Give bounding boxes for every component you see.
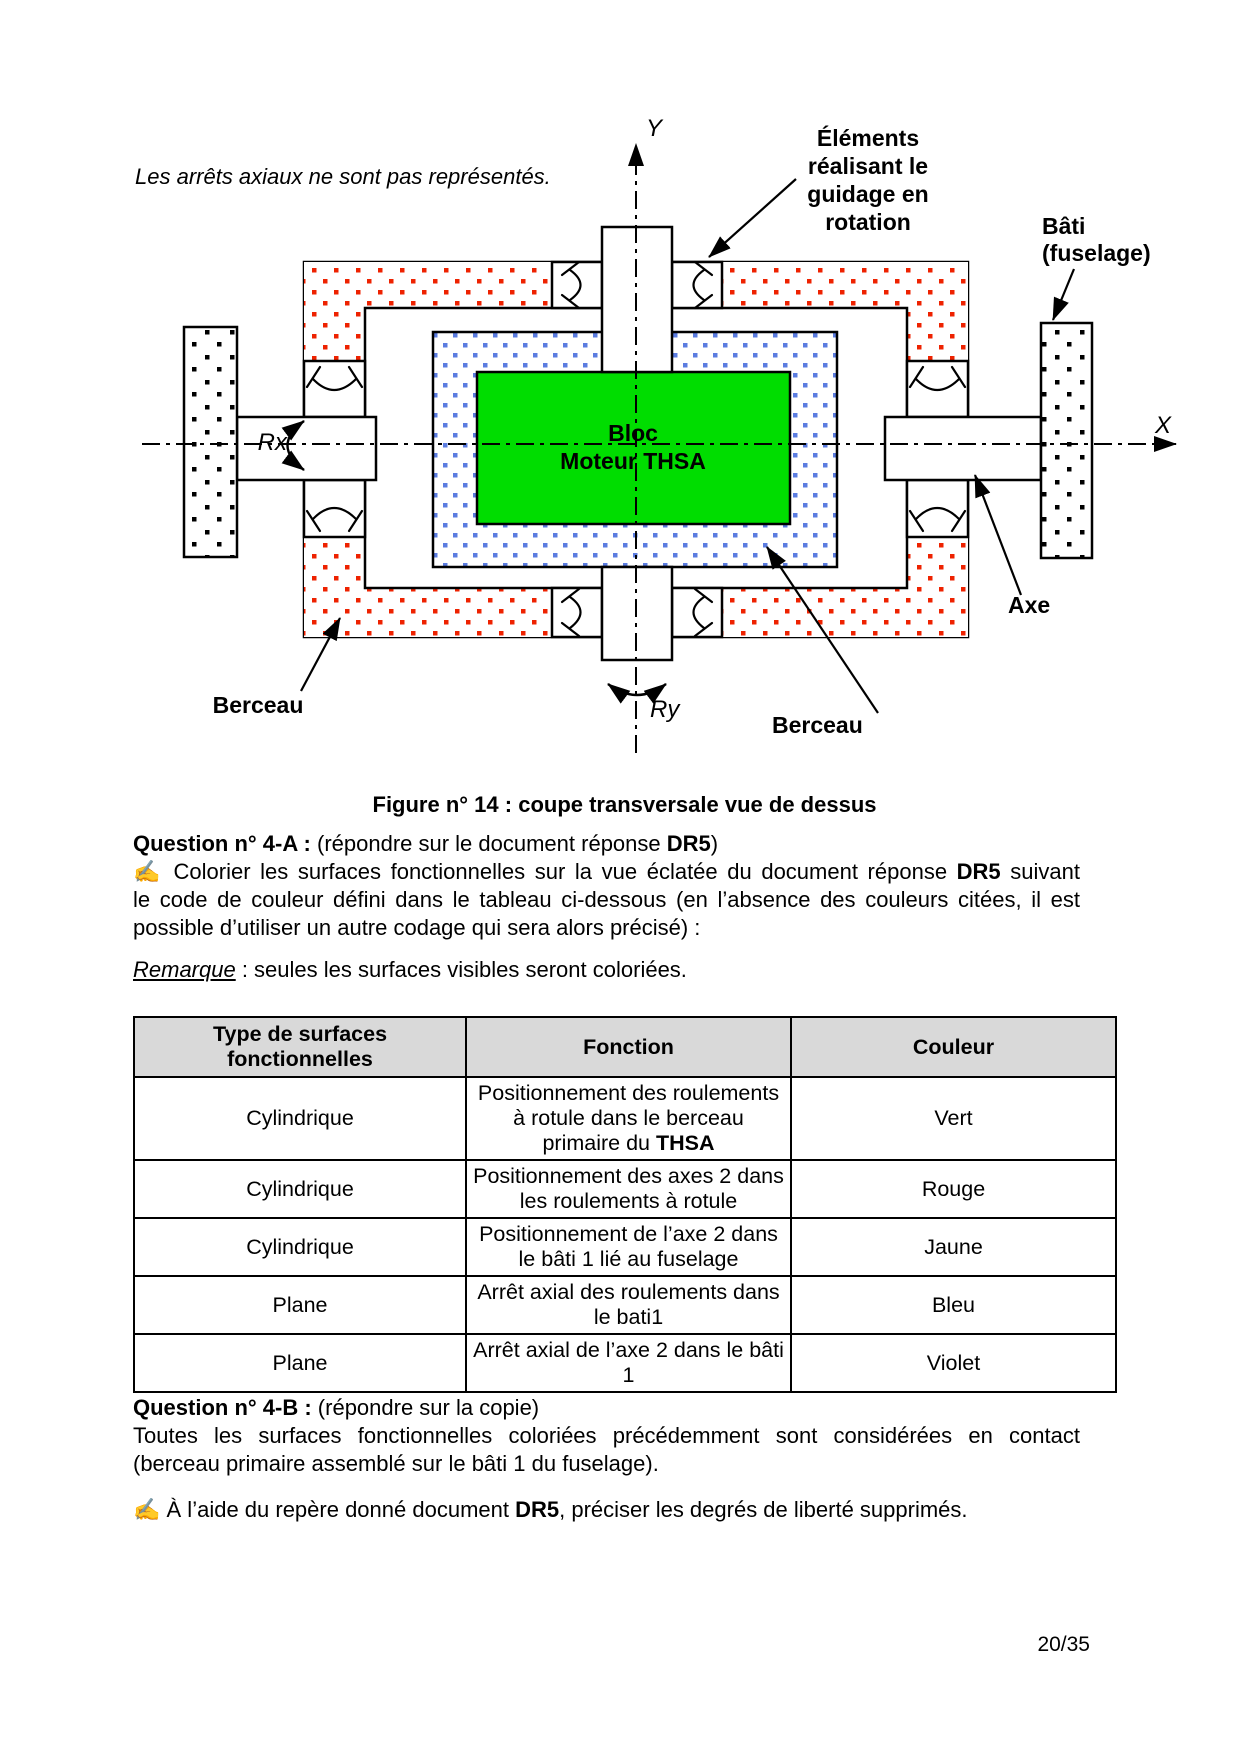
- question-4b-task: [133, 1496, 1080, 1524]
- cell-fonction-text: Arrêt axial de l’axe 2 dans le bâti 1: [473, 1338, 784, 1387]
- question-4b-heading: [133, 1394, 1080, 1422]
- shaft-right-axe: [885, 417, 1041, 480]
- question-4a-line2: le code de couleur défini dans le tableau ci-dessous (en l’absence des couleurs citées, il est: [133, 887, 1080, 912]
- header-fonction: Fonction: [466, 1017, 791, 1077]
- cell-couleur: Vert: [791, 1077, 1116, 1160]
- figure-caption: Figure n° 14 : coupe transversale vue de dessus: [372, 792, 877, 817]
- bearing-right-upper: [907, 361, 968, 417]
- cell-fonction: [466, 1160, 791, 1218]
- elements-label-line3: guidage en: [807, 181, 929, 207]
- table-row: [134, 1218, 1116, 1276]
- bearing-top-right: [672, 262, 722, 308]
- dr5-ref: DR5: [666, 831, 711, 856]
- question-4b-heading-rest: (répondre sur la copie): [311, 1395, 540, 1420]
- axe-label: Axe: [1008, 592, 1051, 618]
- bati-right-block: [1041, 323, 1092, 558]
- table-header-row: [134, 1017, 1116, 1077]
- figure-note: Les arrêts axiaux ne sont pas représentés.: [135, 164, 551, 189]
- header-couleur: Couleur: [791, 1017, 1116, 1077]
- question-4a-block: [133, 830, 1080, 942]
- question-4b-line1: Toutes les surfaces fonctionnelles coloriées précédemment sont considérées en contact: [133, 1423, 1080, 1448]
- bearing-left-upper: [304, 361, 365, 417]
- bati-label-line2: (fuselage): [1042, 240, 1151, 266]
- bloc-label-line1: Bloc: [608, 420, 658, 446]
- cell-couleur: Rouge: [791, 1160, 1116, 1218]
- remark-text: : seules les surfaces visibles seront coloriées.: [235, 957, 687, 982]
- ry-label: Ry: [650, 696, 680, 723]
- remark-label: Remarque: [133, 957, 236, 982]
- question-4a-line1-end: suivant: [1000, 859, 1080, 884]
- question-4a-heading: [133, 830, 1080, 858]
- question-4b-line2: (berceau primaire assemblé sur le bâti 1 du fuselage).: [133, 1451, 659, 1476]
- question-4a-heading-close: ): [710, 831, 719, 856]
- rx-label: Rx: [257, 429, 287, 456]
- question-4a-line3: possible d’utiliser un autre codage qui sera alors précisé) :: [133, 915, 701, 940]
- question-4b-task-end: , préciser les degrés de liberté supprimés.: [559, 1497, 968, 1522]
- table-row: [134, 1160, 1116, 1218]
- cell-fonction-bold: THSA: [655, 1131, 715, 1155]
- bearing-left-lower: [304, 480, 365, 537]
- question-4b-block: [133, 1394, 1080, 1478]
- cell-fonction-text: Positionnement de l’axe 2 dans le bâti 1 lié au fuselage: [479, 1222, 778, 1271]
- bloc-label-line2: Moteur THSA: [560, 448, 706, 474]
- table-row: [134, 1276, 1116, 1334]
- cell-type: Cylindrique: [134, 1218, 466, 1276]
- cell-couleur: Violet: [791, 1334, 1116, 1392]
- header-type-surfaces: Type de surfaces fonctionnelles: [134, 1017, 466, 1077]
- bati-left-block: [184, 327, 237, 557]
- color-code-table: [133, 1016, 1117, 1393]
- elements-label-line4: rotation: [825, 209, 911, 235]
- bearing-bottom-left: [552, 588, 602, 637]
- cell-couleur: Bleu: [791, 1276, 1116, 1334]
- cell-type: Cylindrique: [134, 1160, 466, 1218]
- page-number: 20/35: [1037, 1633, 1090, 1656]
- cell-fonction: [466, 1276, 791, 1334]
- cell-type: Plane: [134, 1334, 466, 1392]
- arrow-axe: [975, 475, 1021, 595]
- cell-fonction: [466, 1334, 791, 1392]
- arrow-bati-fuselage: [1053, 269, 1074, 320]
- dr5-ref: DR5: [956, 859, 1001, 884]
- bearing-bottom-right: [672, 588, 722, 637]
- elements-label-line2: réalisant le: [807, 153, 929, 179]
- bearing-top-left: [552, 262, 602, 308]
- cell-fonction-text: Positionnement des axes 2 dans les roulements à rotule: [473, 1164, 784, 1213]
- question-4a-line1: [133, 858, 1080, 886]
- pen-icon: ✍: [133, 859, 164, 884]
- cell-type: Cylindrique: [134, 1077, 466, 1160]
- question-4a-title: Question n° 4-A :: [133, 831, 311, 856]
- cell-fonction: [466, 1218, 791, 1276]
- remark-line: [133, 956, 1080, 984]
- cell-couleur: Jaune: [791, 1218, 1116, 1276]
- berceau-label-right: Berceau: [772, 712, 863, 738]
- question-4b-task-text: À l’aide du repère donné document: [160, 1497, 516, 1522]
- question-4b-title: Question n° 4-B :: [133, 1395, 312, 1420]
- x-axis-label: X: [1155, 412, 1172, 439]
- cell-fonction-text: Positionnement des roulements à rotule dans le berceau primaire du: [477, 1081, 780, 1155]
- table-row: [134, 1077, 1116, 1160]
- pen-icon: ✍: [133, 1497, 161, 1522]
- question-4a-line1-text: Colorier les surfaces fonctionnelles sur la vue éclatée du document réponse: [163, 859, 957, 884]
- dr5-ref: DR5: [515, 1497, 560, 1522]
- cell-fonction-text: Arrêt axial des roulements dans le bati1: [477, 1280, 780, 1329]
- bati-label-line1: Bâti: [1042, 213, 1086, 239]
- cell-fonction: [466, 1077, 791, 1160]
- arrow-elements-guidage: [709, 179, 796, 257]
- question-4a-heading-rest: (répondre sur le document réponse: [310, 831, 667, 856]
- elements-label-line1: Éléments: [816, 125, 920, 151]
- berceau-label-left: Berceau: [212, 692, 304, 718]
- figure-14-diagram: [0, 0, 1240, 785]
- cell-type: Plane: [134, 1276, 466, 1334]
- y-axis-label: Y: [646, 115, 663, 142]
- bearing-right-lower: [907, 480, 968, 537]
- table-row: [134, 1334, 1116, 1392]
